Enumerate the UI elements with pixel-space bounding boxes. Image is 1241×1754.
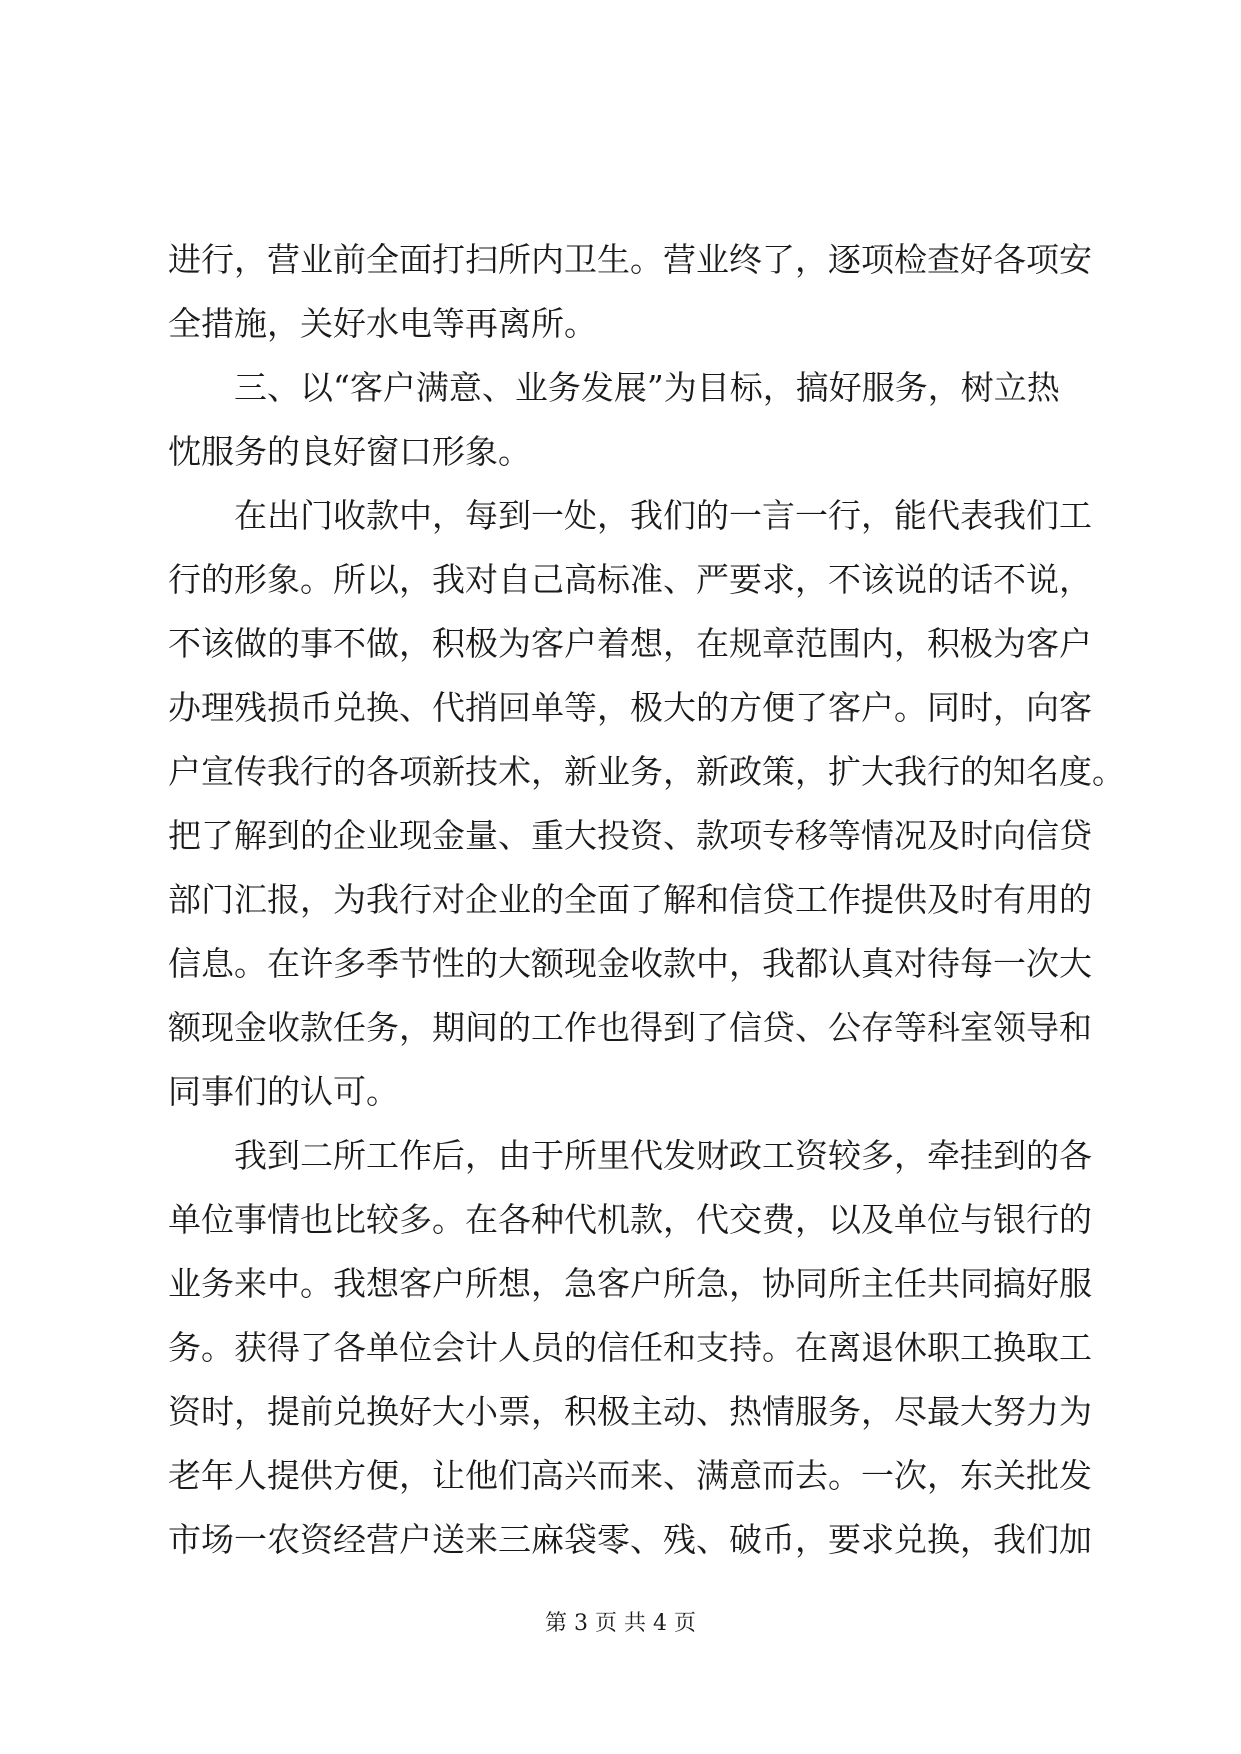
text-line: 进行，营业前全面打扫所内卫生。营业终了，逐项检查好各项安 bbox=[168, 240, 1092, 279]
text-line: 把了解到的企业现金量、重大投资、款项专移等情况及时向信贷 bbox=[168, 816, 1092, 855]
text-line: 行的形象。所以，我对自己高标准、严要求，不该说的话不说， bbox=[168, 560, 1092, 599]
text-line: 忱服务的良好窗口形象。 bbox=[168, 432, 531, 471]
text-line: 全措施，关好水电等再离所。 bbox=[168, 304, 597, 343]
document-body bbox=[168, 228, 1125, 1572]
text-line: 单位事情也比较多。在各种代机款，代交费，以及单位与银行的 bbox=[168, 1200, 1092, 1239]
text-line: 不该做的事不做，积极为客户着想，在规章范围内，积极为客户 bbox=[168, 624, 1092, 663]
text-line: 在出门收款中，每到一处，我们的一言一行，能代表我们工 bbox=[168, 496, 1092, 535]
text-line: 信息。在许多季节性的大额现金收款中，我都认真对待每一次大 bbox=[168, 944, 1092, 983]
text-line: 资时，提前兑换好大小票，积极主动、热情服务，尽最大努力为 bbox=[168, 1392, 1092, 1431]
text-line: 老年人提供方便，让他们高兴而来、满意而去。一次，东关批发 bbox=[168, 1456, 1092, 1495]
text-line: 务。获得了各单位会计人员的信任和支持。在离退休职工换取工 bbox=[168, 1328, 1092, 1367]
text-line: 业务来中。我想客户所想，急客户所急，协同所主任共同搞好服 bbox=[168, 1264, 1092, 1303]
text-line: 额现金收款任务，期间的工作也得到了信贷、公存等科室领导和 bbox=[168, 1008, 1092, 1047]
text-line: 市场一农资经营户送来三麻袋零、残、破币，要求兑换，我们加 bbox=[168, 1520, 1092, 1559]
text-line: 办理残损币兑换、代捎回单等，极大的方便了客户。同时，向客 bbox=[168, 688, 1092, 727]
text-line: 我到二所工作后，由于所里代发财政工资较多，牵挂到的各 bbox=[168, 1136, 1092, 1175]
text-line: 三、以“客户满意、业务发展”为目标，搞好服务，树立热 bbox=[168, 368, 1060, 407]
text-line: 户宣传我行的各项新技术，新业务，新政策，扩大我行的知名度。 bbox=[168, 752, 1125, 791]
text-line: 部门汇报，为我行对企业的全面了解和信贷工作提供及时有用的 bbox=[168, 880, 1092, 919]
page-footer: 第 3 页 共 4 页 bbox=[545, 1611, 696, 1636]
text-line: 同事们的认可。 bbox=[168, 1072, 399, 1111]
